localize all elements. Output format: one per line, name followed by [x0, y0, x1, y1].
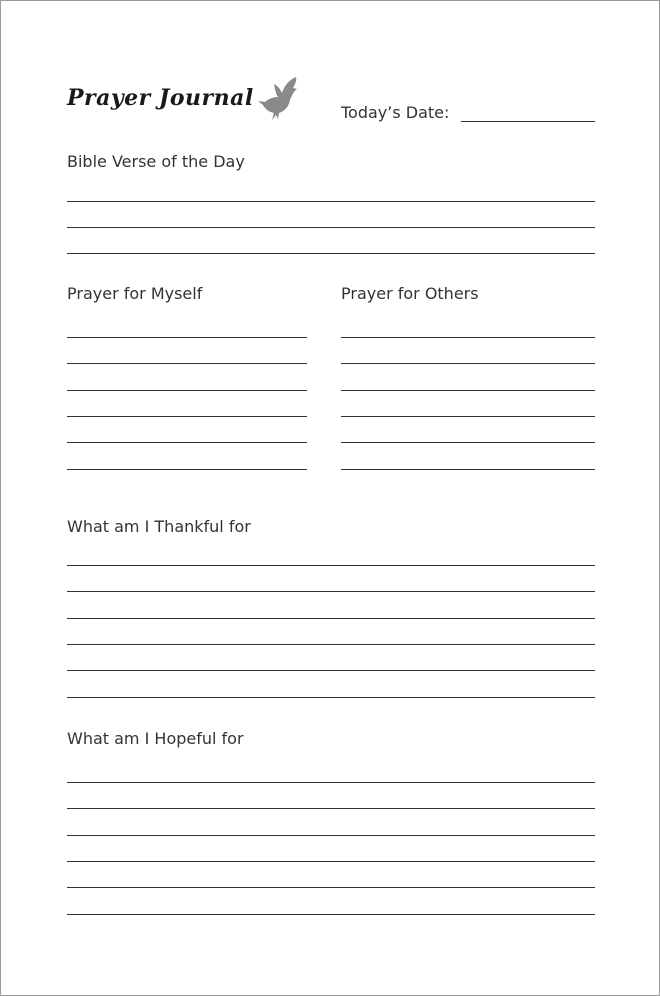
writing-line[interactable] [67, 670, 595, 671]
writing-line[interactable] [67, 442, 307, 443]
writing-line[interactable] [67, 782, 595, 783]
writing-line[interactable] [67, 808, 595, 809]
writing-line[interactable] [67, 337, 307, 338]
writing-line[interactable] [67, 697, 595, 698]
writing-line[interactable] [67, 363, 307, 364]
writing-line[interactable] [67, 390, 307, 391]
writing-line[interactable] [67, 861, 595, 862]
prayer-myself-heading: Prayer for Myself [67, 284, 203, 303]
writing-line[interactable] [341, 390, 595, 391]
writing-line[interactable] [341, 442, 595, 443]
writing-line[interactable] [341, 363, 595, 364]
writing-line[interactable] [67, 416, 307, 417]
writing-line[interactable] [67, 644, 595, 645]
thankful-heading: What am I Thankful for [67, 517, 251, 536]
writing-line[interactable] [341, 337, 595, 338]
page-title: Prayer Journal [67, 85, 254, 111]
date-label: Today’s Date: [341, 103, 450, 122]
prayer-others-heading: Prayer for Others [341, 284, 479, 303]
writing-line[interactable] [67, 227, 595, 228]
writing-line[interactable] [341, 416, 595, 417]
writing-line[interactable] [67, 618, 595, 619]
writing-line[interactable] [67, 201, 595, 202]
writing-line[interactable] [67, 835, 595, 836]
writing-line[interactable] [67, 565, 595, 566]
writing-line[interactable] [67, 253, 595, 254]
bible-verse-heading: Bible Verse of the Day [67, 152, 245, 171]
writing-line[interactable] [341, 469, 595, 470]
writing-line[interactable] [67, 887, 595, 888]
dove-icon [256, 75, 300, 123]
writing-line[interactable] [67, 591, 595, 592]
date-input-line[interactable] [461, 121, 595, 122]
hopeful-heading: What am I Hopeful for [67, 729, 244, 748]
writing-line[interactable] [67, 914, 595, 915]
writing-line[interactable] [67, 469, 307, 470]
